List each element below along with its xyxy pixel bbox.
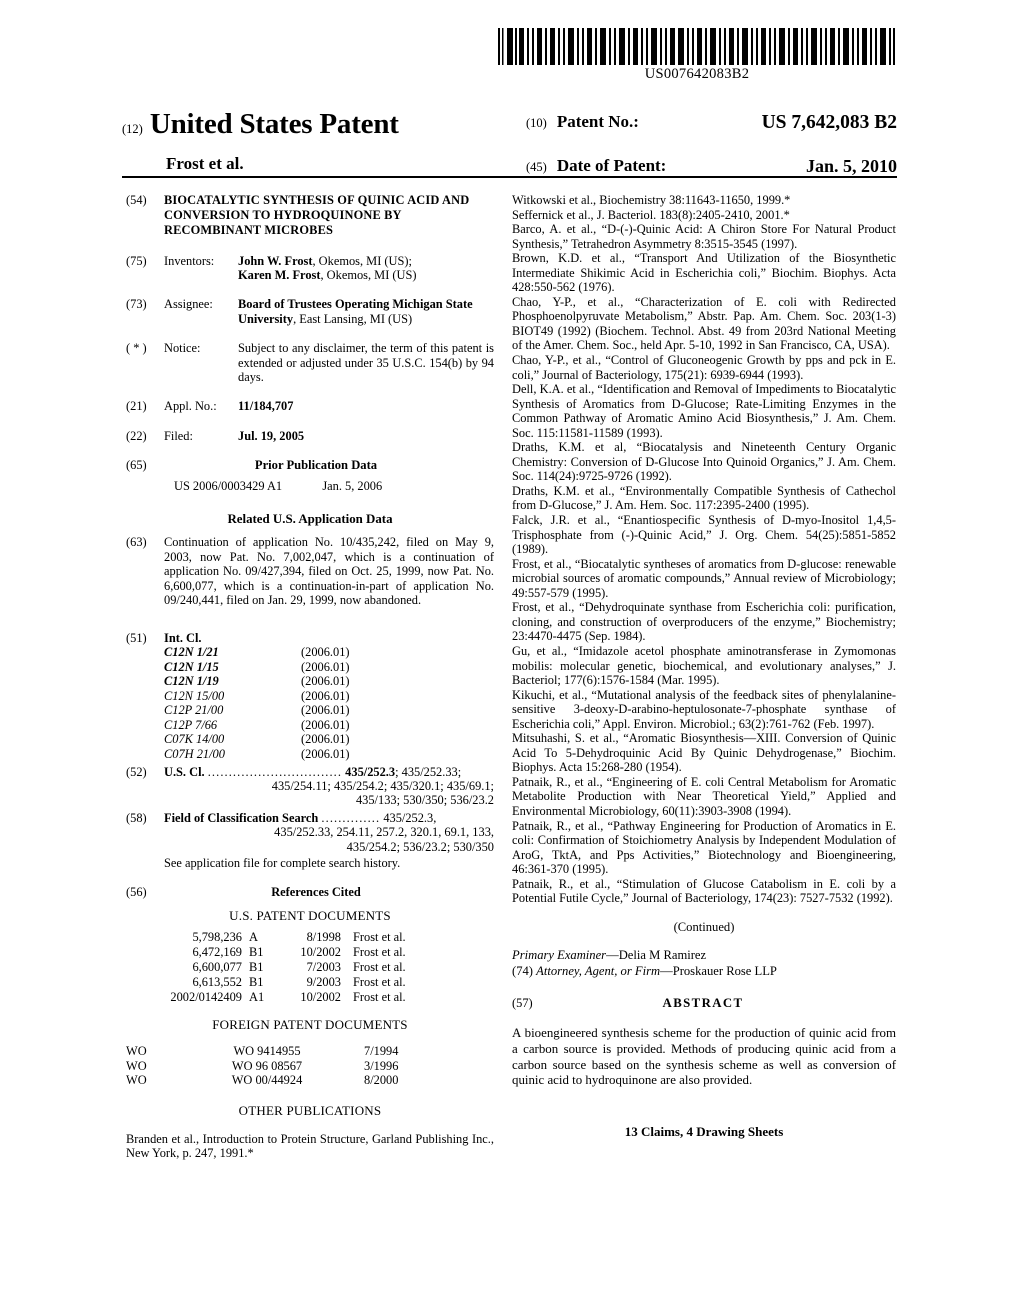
us-patent-documents-heading: U.S. PATENT DOCUMENTS <box>229 907 391 923</box>
prior-pub-block <box>164 458 494 493</box>
claims-drawings-line: 13 Claims, 4 Drawing Sheets <box>624 1123 784 1139</box>
field-filed-num: (22) <box>126 428 147 443</box>
other-publication-entry: Branden et al., Introduction to Protein Structure, Garland Publishing Inc., New York, p. 247, 1991.* <box>126 1131 494 1161</box>
table-row <box>126 1073 494 1088</box>
patent-date: 8/1998 <box>306 930 341 945</box>
reference-item: Witkowski et al., Biochemistry 38:11643-11650, 1999.* <box>512 193 791 207</box>
int-cl-code: C07H 21/00 <box>164 747 225 762</box>
int-cl-code: C12N 1/15 <box>164 659 219 674</box>
reference-item: Draths, K.M. et al., “Environmentally Compatible Synthesis of Cathechol from D-Glucose,” J. Am. Hem. Soc. 117:2395-2400 (1995). <box>512 483 896 513</box>
int-cl-block <box>164 631 494 762</box>
continued-marker: (Continued) <box>673 919 735 934</box>
int-cl-year: (2006.01) <box>301 747 350 762</box>
attorney-name: —Proskauer Rose LLP <box>660 963 777 978</box>
int-cl-code: C12N 1/21 <box>164 644 219 659</box>
primary-examiner-line <box>512 948 896 963</box>
foreign-patent-number: WO 9414955 <box>233 1043 301 1058</box>
primary-examiner-name: —Delia M Ramirez <box>606 948 707 963</box>
filed-text: Jul. 19, 2005 <box>238 428 305 443</box>
field-assignee <box>126 297 494 326</box>
field-int-cl-num: (51) <box>126 630 147 645</box>
barcode-icon <box>498 28 896 65</box>
patent-no-label: Patent No.: <box>556 112 639 131</box>
reference-item: Dell, K.A. et al., “Identification and Removal of Impediments to Biocatalytic Synthesis of Aromatics from D-Glucose; Rate-Limiting Enzymes in the Common Pathway of Aromatic Amino Acid Biosynthesis,” J. Am. Chem. Soc. 115:11581-11589 (1993). <box>512 382 896 440</box>
inventor-2-name: Karen M. Frost <box>238 268 321 283</box>
int-cl-code: C12P 7/66 <box>164 717 218 732</box>
inventor-surname: Frost et al. <box>166 154 244 173</box>
int-cl-year: (2006.01) <box>301 688 350 703</box>
related-app-text: Continuation of application No. 10/435,242, filed on May 9, 2003, now Pat. No. 7,002,047, which is a continuation of application No. 09/427,394, filed on Oct. 25, 1999, now Pat. No. 6,600,077, which is a continuation-in-part of application No. 09/240,441, filed on Jan. 29, 1999, now abandoned. <box>164 535 494 608</box>
us-cl-label: U.S. Cl. <box>164 764 205 779</box>
related-app-data-heading: Related U.S. Application Data <box>227 512 393 527</box>
us-cl-primary: 435/252.3 <box>345 764 396 779</box>
table-row <box>126 990 494 1005</box>
patent-kind: A <box>249 930 258 945</box>
field-us-cl <box>126 765 494 808</box>
field-title-num: (54) <box>126 193 147 207</box>
field-appl-no <box>126 399 494 413</box>
abstract-text: A bioengineered synthesis scheme for the production of quinic acid from a carbon source is provided. Methods of producing quinic acid from a carbon source based on the synthesis scheme as well as conversion of quinic acid to hydroquinone are also provided. <box>512 1026 896 1088</box>
attorney-num: (74) <box>512 963 533 978</box>
patent-date: 10/2002 <box>300 989 341 1004</box>
field-search-note: See application file for complete search history. <box>164 856 401 871</box>
barcode-block <box>498 28 896 83</box>
int-cl-year: (2006.01) <box>301 732 350 747</box>
country-code: WO <box>126 1043 147 1058</box>
reference-item: Falck, J.R. et al., “Enantiospecific Synthesis of D-myo-Inositol 1,4,5-Trisphosphate from (-)-Quinic Acid,” J. Org. Chem. 54(25):5851-5852 (1989). <box>512 513 896 557</box>
us-patent-documents-table <box>126 930 494 1004</box>
patent-date: 9/2003 <box>306 974 341 989</box>
patent-number: 5,798,236 <box>192 930 242 945</box>
foreign-patent-number: WO 00/44924 <box>231 1073 303 1088</box>
reference-item: Chao, Y-P., et al., “Characterization of E. coli with Redirected Phosphoenolpyruvate Metabolism,” Abstr. Pap. Am. Chem. Soc. 203(1-3) BIOT49 (1992) (Biochem. Technol. Abst. 49 from 203rd National Meeting of the Amer. Chem. Soc., held Apr. 5-10, 1992 in San Francisco, CA, USA). <box>512 294 896 353</box>
field-search-dots: .............. <box>321 810 381 825</box>
filed-label: Filed: <box>164 428 193 443</box>
table-row <box>126 1044 494 1059</box>
int-cl-row <box>164 732 494 747</box>
reference-item: Brown, K.D. et al., “Transport And Utilization of the Biosynthetic Intermediate Shikimic Acid in Escherichia coli,” Biochim. Biophys. Acta 428:550-562 (1976). <box>512 251 896 295</box>
assignee-value <box>238 297 494 326</box>
primary-examiner-label: Primary Examiner <box>512 948 607 963</box>
table-row <box>126 945 494 960</box>
kind-code-10: (10) <box>526 116 547 130</box>
foreign-patent-number: WO 96 08567 <box>231 1058 303 1073</box>
patent-assignee: Frost et al. <box>353 945 406 960</box>
patent-number: 6,600,077 <box>192 959 242 974</box>
field-related-num: (63) <box>126 535 147 550</box>
foreign-patent-documents-heading: FOREIGN PATENT DOCUMENTS <box>212 1017 408 1033</box>
abstract-num: (57) <box>512 996 533 1011</box>
inventor-1-address: , Okemos, MI (US); <box>312 253 412 268</box>
reference-item: Seffernick et al., J. Bacteriol. 183(8):2405-2410, 2001.* <box>512 207 790 222</box>
notice-label: Notice: <box>164 341 201 356</box>
table-row <box>126 1059 494 1074</box>
invention-title: BIOCATALYTIC SYNTHESIS OF QUINIC ACID AND CONVERSION TO HYDROQUINONE BY RECOMBINANT MICROBES <box>164 193 470 238</box>
int-cl-row <box>164 703 494 718</box>
patent-assignee: Frost et al. <box>353 930 406 945</box>
prior-pub-date: Jan. 5, 2006 <box>322 478 383 493</box>
field-related-app <box>126 535 494 607</box>
reference-item: Barco, A. et al., “D-(-)-Quinic Acid: A Chiron Store For Natural Product Synthesis,” Tetrahedron Asymmetry 8:3515-3545 (1997). <box>512 222 896 251</box>
table-row <box>126 930 494 945</box>
int-cl-code: C12N 1/19 <box>164 674 219 689</box>
field-appl-no-num: (21) <box>126 399 147 414</box>
field-search-line1: 435/252.3, <box>383 810 437 825</box>
appl-no-text: 11/184,707 <box>238 399 294 414</box>
country-code: WO <box>126 1058 147 1073</box>
country-code: WO <box>126 1073 147 1088</box>
attorney-label: Attorney, Agent, or Firm <box>536 963 661 978</box>
field-title <box>126 193 494 239</box>
table-row <box>126 960 494 975</box>
abstract-header <box>512 996 896 1010</box>
assignee-name: Board of Trustees Operating Michigan State University <box>238 297 473 326</box>
field-prior-pub-num: (65) <box>126 458 147 473</box>
page-title: United States Patent <box>149 108 399 140</box>
date-of-patent-value: Jan. 5, 2010 <box>805 156 897 176</box>
patent-kind: A1 <box>249 989 265 1004</box>
field-search-line3: 435/254.2; 536/23.2; 530/350 <box>346 839 494 854</box>
prior-pub-number: US 2006/0003429 A1 <box>174 478 283 493</box>
patent-assignee: Frost et al. <box>353 959 406 974</box>
foreign-patent-date: 3/1996 <box>364 1058 399 1073</box>
reference-item: Patnaik, R., et al., “Stimulation of Glucose Catabolism in E. coli by a Potential Futile Cycle,” Journal of Bacteriology, 174(23): 7527-7532 (1992). <box>512 876 896 906</box>
field-search-label: Field of Classification Search <box>164 810 319 825</box>
inventors-label: Inventors: <box>164 253 215 268</box>
foreign-patent-documents-table <box>126 1044 494 1088</box>
header-divider <box>122 176 897 178</box>
filed-value <box>238 429 494 443</box>
int-cl-row <box>164 660 494 675</box>
field-prior-publication <box>126 458 494 493</box>
field-references-cited <box>126 885 494 899</box>
patent-number: 6,472,169 <box>192 945 242 960</box>
us-cl-block <box>164 765 494 808</box>
reference-item: Frost, et al., “Dehydroquinate synthase from Escherichia coli: purification, cloning, and construction of overproducers of the enzyme,” Biochemistry; 23:4470-4475 (Sep. 1984). <box>512 600 896 644</box>
int-cl-row <box>164 645 494 660</box>
us-cl-dots: ................................ <box>207 764 343 779</box>
field-notice-num: ( * ) <box>126 341 147 356</box>
field-search-num: (58) <box>126 810 147 825</box>
references-cited-heading: References Cited <box>271 884 361 899</box>
patent-number: 2002/0142409 <box>170 989 242 1004</box>
inventors-value <box>238 254 494 283</box>
us-cl-line3: 435/133; 530/350; 536/23.2 <box>355 793 494 808</box>
int-cl-row <box>164 747 494 762</box>
int-cl-rows <box>164 645 494 762</box>
foreign-patent-date: 7/1994 <box>364 1043 399 1058</box>
field-filed <box>126 429 494 443</box>
int-cl-row <box>164 674 494 689</box>
patent-date: 10/2002 <box>300 945 341 960</box>
abstract-heading: ABSTRACT <box>662 996 744 1011</box>
field-inventors <box>126 254 494 283</box>
references-list <box>512 193 896 906</box>
reference-item: Draths, K.M. et al, “Biocatalysis and Nineteenth Century Organic Chemistry: Conversion of D-Glucose Into Quinoid Organics,” J. Am. Chem. Soc. 114(24):9725-9726 (1992). <box>512 440 896 484</box>
table-row <box>126 975 494 990</box>
int-cl-year: (2006.01) <box>301 703 350 718</box>
assignee-address: , East Lansing, MI (US) <box>293 311 413 326</box>
field-search-line2: 435/252.33, 254.11, 257.2, 320.1, 69.1, 133, <box>274 825 494 840</box>
other-publications-heading: OTHER PUBLICATIONS <box>238 1103 382 1119</box>
field-classification-search <box>126 811 494 871</box>
assignee-label: Assignee: <box>164 297 213 312</box>
reference-item: Patnaik, R., et al., “Pathway Engineering for Production of Aromatics in E. coli: Confirmation of Stoichiometry Analysis by Independent Modulation of AroG, TktA, and Pps Activities,” Biotechnology and Bioengineering, 46:361-370 (1995). <box>512 818 896 877</box>
int-cl-code: C12N 15/00 <box>164 688 225 703</box>
inventor-1-name: John W. Frost <box>238 253 313 268</box>
us-cl-line2: 435/254.11; 435/254.2; 435/320.1; 435/69.1; <box>271 779 494 794</box>
us-cl-line1-rest: ; 435/252.33; <box>395 764 462 779</box>
field-notice <box>126 341 494 384</box>
patent-no-value: US 7,642,083 B2 <box>761 112 897 133</box>
right-column <box>512 193 896 1139</box>
foreign-patent-date: 8/2000 <box>364 1073 399 1088</box>
int-cl-code: C12P 21/00 <box>164 703 224 718</box>
int-cl-row <box>164 718 494 733</box>
patent-assignee: Frost et al. <box>353 989 406 1004</box>
int-cl-year: (2006.01) <box>301 644 350 659</box>
int-cl-code: C07K 14/00 <box>164 732 225 747</box>
reference-item: Patnaik, R., et al., “Engineering of E. coli Central Metabolism for Aromatic Metabolite Production with Near Theoretical Yield,” Applied and Environmental Microbiology, 60(11):3903-3908 (1994). <box>512 774 896 818</box>
appl-no-value <box>238 399 494 413</box>
reference-item: Mitsuhashi, S. et al., “Aromatic Biosynthesis—XIII. Conversion of Quinic Acid To 5-Dehydroquinic Acid By Quinic Dehydrogenase,” Biochim. Biophys. Acta 15:268-280 (1954). <box>512 731 896 775</box>
field-inventors-num: (75) <box>126 253 147 268</box>
attorney-line <box>512 964 896 979</box>
patent-assignee: Frost et al. <box>353 974 406 989</box>
date-of-patent-label: Date of Patent: <box>556 156 667 175</box>
reference-item: Kikuchi, et al., “Mutational analysis of the feedback sites of phenylalanine-sensitive 3-deoxy-D-arabino-heptulosonate-7-phosphate synthase of Escherichia coli,” Appl. Environ. Microbiol.; 63(2):761-762 (Feb. 1997). <box>512 687 896 731</box>
patent-number: 6,613,552 <box>192 974 242 989</box>
patent-kind: B1 <box>249 945 264 960</box>
kind-code-12: (12) <box>122 122 143 136</box>
int-cl-year: (2006.01) <box>301 674 350 689</box>
search-block <box>164 811 494 871</box>
patent-kind: B1 <box>249 959 264 974</box>
int-cl-row <box>164 689 494 704</box>
int-cl-year: (2006.01) <box>301 659 350 674</box>
reference-item: Chao, Y-P., et al., “Control of Gluconeogenic Growth by pps and pck in E. coli,” Journal of Bacteriology, 175(21): 6939-6944 (1993). <box>512 353 896 382</box>
field-us-cl-num: (52) <box>126 764 147 779</box>
patent-date: 7/2003 <box>306 959 341 974</box>
inventor-2-address: , Okemos, MI (US) <box>320 268 417 283</box>
patent-kind: B1 <box>249 974 264 989</box>
appl-no-label: Appl. No.: <box>164 399 217 414</box>
int-cl-label: Int. Cl. <box>164 630 202 645</box>
reference-item: Frost, et al., “Biocatalytic syntheses of aromatics from D-glucose: renewable microbial sources of aromatic compounds,” Annual review of Microbiology; 49:557-579 (1995). <box>512 556 896 600</box>
field-int-cl <box>126 631 494 762</box>
int-cl-year: (2006.01) <box>301 717 350 732</box>
prior-pub-heading: Prior Publication Data <box>254 458 378 473</box>
kind-code-45: (45) <box>526 160 547 174</box>
field-refs-num: (56) <box>126 884 147 899</box>
notice-text: Subject to any disclaimer, the term of this patent is extended or adjusted under 35 U.S.C. 154(b) by 94 days. <box>238 341 494 385</box>
patent-header <box>122 108 897 174</box>
field-assignee-num: (73) <box>126 297 147 312</box>
barcode-number: US007642083B2 <box>644 66 750 82</box>
reference-item: Gu, et al., “Imidazole acetol phosphate aminotransferase in Zymomonas mobilis: molecular genetic, biochemical, and evolutionary analyses,” J. Bacteriol; 177(6):1576-1584 (Mar. 1995). <box>512 643 896 688</box>
left-column <box>126 193 494 1161</box>
